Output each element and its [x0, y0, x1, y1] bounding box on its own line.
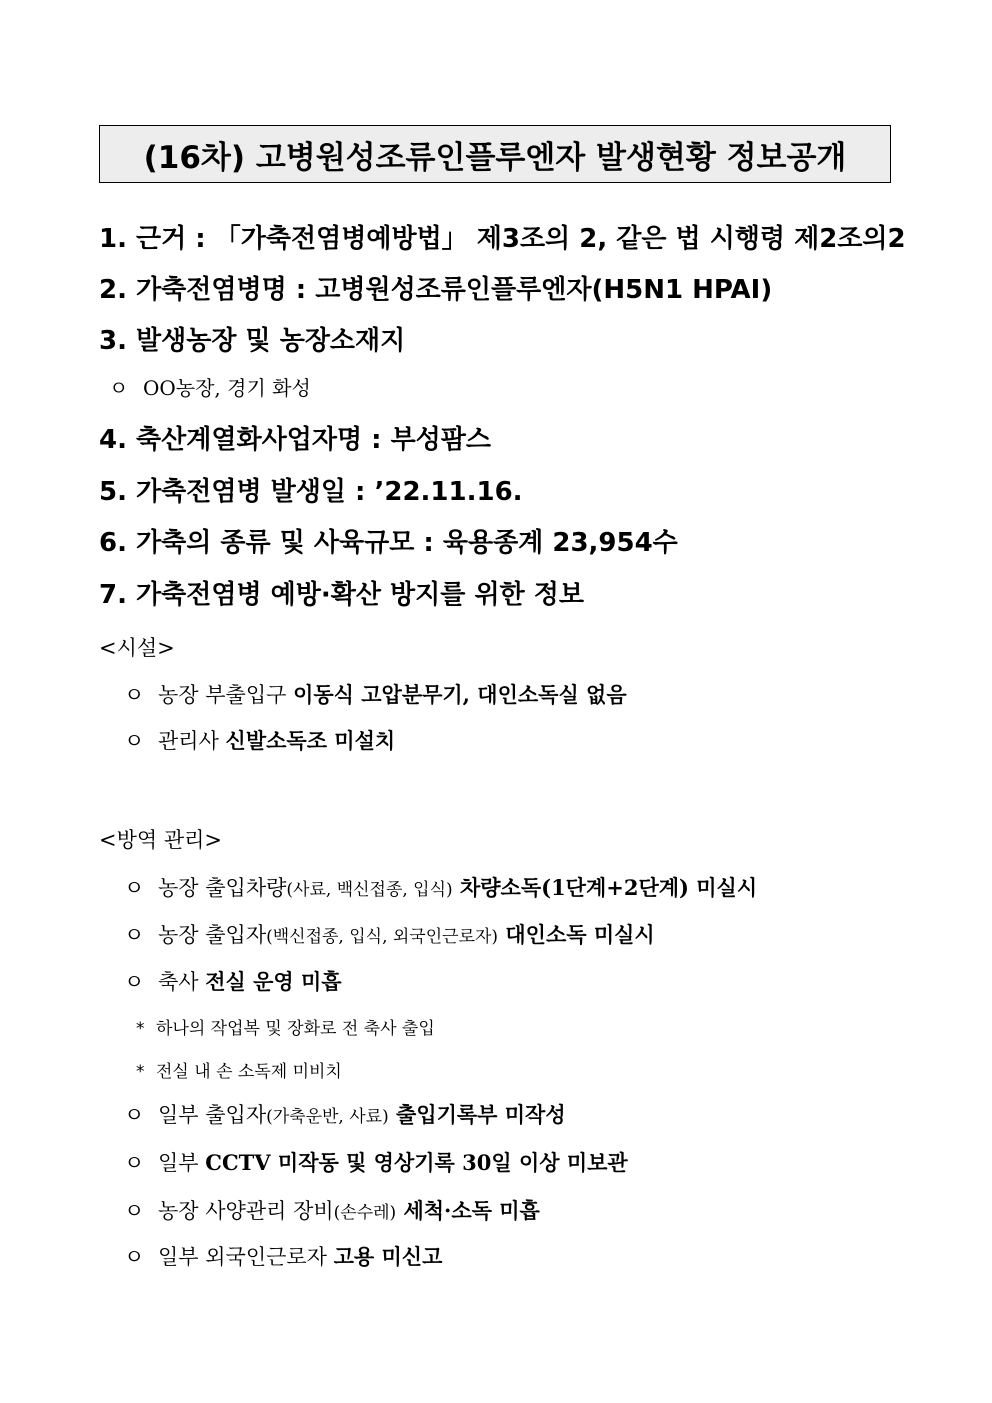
- facility-heading: <시설>: [99, 636, 175, 660]
- quarantine-item-1-plain: 농장 출입차량: [158, 876, 287, 900]
- quarantine-item-5-plain: 일부: [158, 1151, 206, 1175]
- quarantine-note-2: [136, 1057, 342, 1082]
- section-1-basis: 1. 근거 : 「가축전염병예방법」 제3조의 2, 같은 법 시행령 제2조의2: [99, 224, 906, 254]
- quarantine-item-2-paren: (백신접종, 입식, 외국인근로자): [266, 927, 499, 947]
- quarantine-item-5-bold: CCTV 미작동 및 영상기록 30일 이상 미보관: [205, 1150, 628, 1175]
- bullet-icon: ㅇ: [124, 1103, 145, 1127]
- quarantine-item-5: [124, 1147, 628, 1177]
- farm-location-text: OO농장, 경기 화성: [143, 376, 311, 400]
- quarantine-item-7-bold: 고용 미신고: [333, 1244, 443, 1269]
- quarantine-note-2-text: 전실 내 손 소독제 미비치: [156, 1062, 342, 1082]
- quarantine-item-3-bold: 전실 운영 미흡: [205, 969, 342, 994]
- facility-item-2-plain: 관리사: [158, 729, 226, 753]
- bullet-icon: ㅇ: [124, 683, 145, 707]
- asterisk-icon: *: [136, 1062, 145, 1082]
- quarantine-item-4-paren: (가축운반, 사료): [266, 1107, 389, 1127]
- bullet-icon: ㅇ: [109, 376, 129, 400]
- quarantine-item-4-bold: 출입기록부 미작성: [388, 1102, 566, 1127]
- quarantine-item-7: [124, 1241, 442, 1271]
- facility-item-2: [124, 725, 395, 755]
- quarantine-item-1-paren: (사료, 백신접종, 입식): [286, 880, 453, 900]
- quarantine-item-2: [124, 919, 655, 949]
- section-6-livestock-scale: 6. 가축의 종류 및 사육규모 : 육용종계 23,954수: [99, 528, 678, 558]
- bullet-icon: ㅇ: [124, 1151, 145, 1175]
- bullet-icon: ㅇ: [124, 970, 145, 994]
- quarantine-item-6-bold: 세척·소독 미흡: [396, 1198, 540, 1223]
- quarantine-item-7-plain: 일부 외국인근로자: [158, 1245, 334, 1269]
- facility-item-1: [124, 679, 627, 709]
- facility-item-2-bold: 신발소독조 미설치: [225, 728, 396, 753]
- asterisk-icon: *: [136, 1019, 145, 1039]
- quarantine-note-1-text: 하나의 작업복 및 장화로 전 축사 출입: [156, 1019, 435, 1039]
- bullet-icon: ㅇ: [124, 1199, 145, 1223]
- quarantine-item-6-plain: 농장 사양관리 장비: [158, 1199, 334, 1223]
- quarantine-item-4-plain: 일부 출입자: [158, 1103, 267, 1127]
- farm-location-item: [109, 372, 311, 401]
- bullet-icon: ㅇ: [124, 1245, 145, 1269]
- facility-item-1-plain: 농장 부출입구: [158, 683, 294, 707]
- title-box: [99, 125, 891, 183]
- bullet-icon: ㅇ: [124, 876, 145, 900]
- page-title: (16차) 고병원성조류인플루엔자 발생현황 정보공개: [143, 139, 847, 176]
- quarantine-item-1-bold: 차량소독(1단계+2단계) 미실시: [452, 875, 758, 900]
- facility-item-1-bold: 이동식 고압분무기, 대인소독실 없음: [293, 682, 627, 707]
- quarantine-heading: <방역 관리>: [99, 828, 223, 852]
- quarantine-item-1: [124, 872, 757, 902]
- quarantine-item-3: [124, 966, 342, 996]
- quarantine-item-2-plain: 농장 출입자: [158, 923, 267, 947]
- section-5-outbreak-date: 5. 가축전염병 발생일 : ’22.11.16.: [99, 477, 523, 507]
- section-7-prevention-info: 7. 가축전염병 예방·확산 방지를 위한 정보: [99, 580, 584, 610]
- quarantine-item-6: [124, 1195, 540, 1225]
- section-2-disease-name: 2. 가축전염병명 : 고병원성조류인플루엔자(H5N1 HPAI): [99, 275, 773, 305]
- bullet-icon: ㅇ: [124, 729, 145, 753]
- quarantine-item-3-plain: 축사: [158, 970, 206, 994]
- quarantine-item-6-paren: (손수레): [333, 1203, 397, 1223]
- section-3-farm-location-heading: 3. 발생농장 및 농장소재지: [99, 326, 406, 356]
- section-4-integrator: 4. 축산계열화사업자명 : 부성팜스: [99, 425, 492, 455]
- quarantine-item-4: [124, 1099, 566, 1129]
- quarantine-item-2-bold: 대인소독 미실시: [498, 922, 655, 947]
- quarantine-note-1: [136, 1014, 435, 1039]
- bullet-icon: ㅇ: [124, 923, 145, 947]
